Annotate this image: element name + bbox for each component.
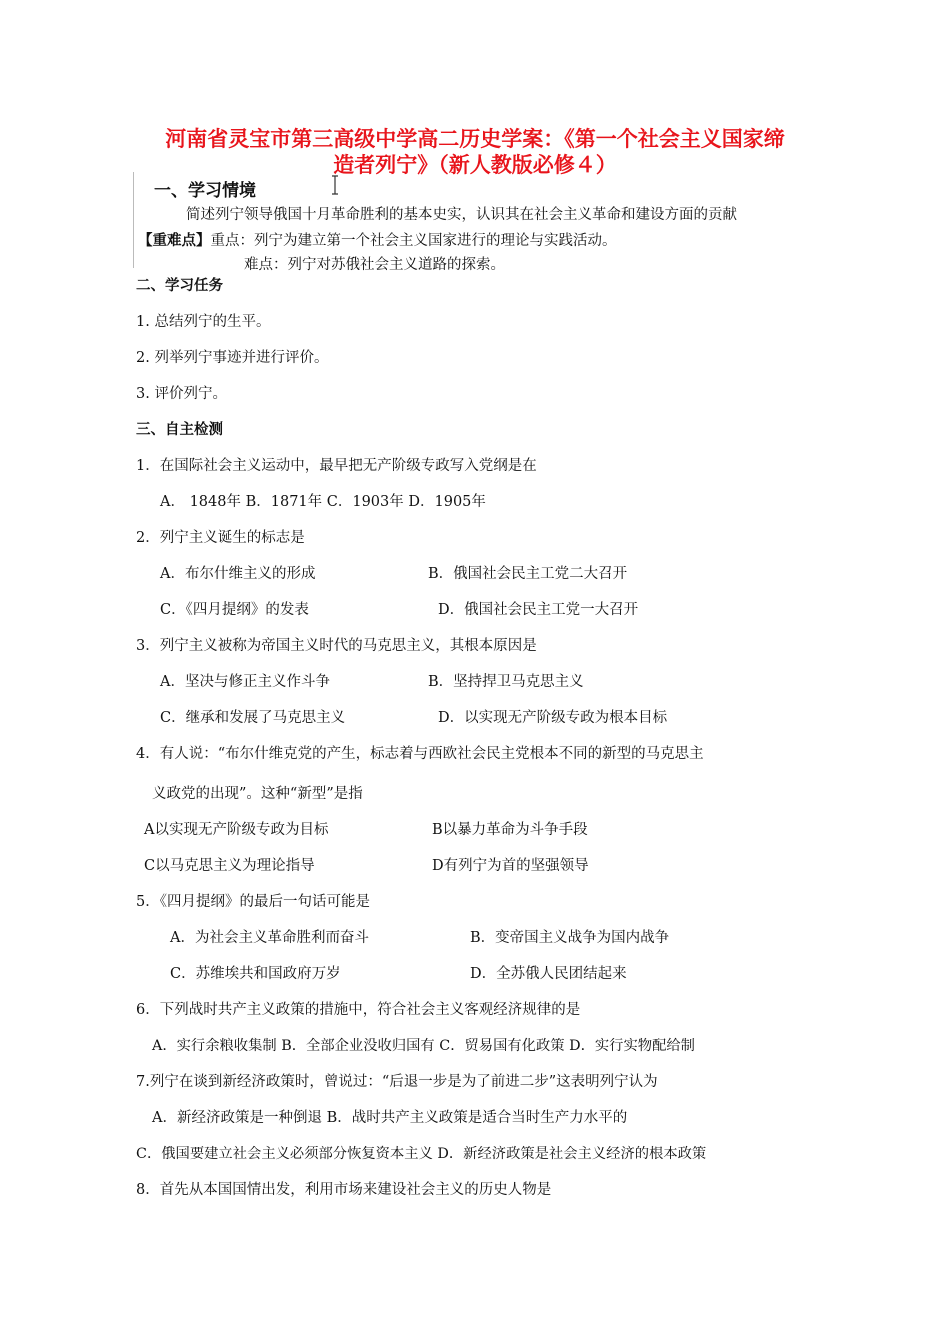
question-7-stem: 7.列宁在谈到新经济政策时，曾说过：“后退一步是为了前进二步”这表明列宁认为 bbox=[136, 1074, 658, 1090]
question-1-stem: 1．在国际社会主义运动中，最早把无产阶级专政写入党纲是在 bbox=[136, 458, 537, 474]
question-1-options: A． 1848年 B．1871年 C．1903年 D．1905年 bbox=[160, 494, 486, 510]
task-item: 2. 列举列宁事迹并进行评价。 bbox=[136, 350, 329, 366]
question-4-stem-line-1: 4．有人说：“布尔什维克党的产生，标志着与西欧社会民主党根本不同的新型的马克思主 bbox=[136, 746, 704, 762]
question-3-option-b: B．坚持捍卫马克思主义 bbox=[428, 674, 584, 690]
question-2-stem: 2．列宁主义诞生的标志是 bbox=[136, 530, 305, 546]
question-2-option-c: C．《四月提纲》的发表 bbox=[160, 602, 309, 618]
question-5-option-c: C．苏维埃共和国政府万岁 bbox=[170, 966, 341, 982]
question-3-stem: 3．列宁主义被称为帝国主义时代的马克思主义，其根本原因是 bbox=[136, 638, 537, 654]
situation-heading: 一、学习情境 bbox=[154, 181, 256, 201]
question-2-option-d: D．俄国社会民主工党一大召开 bbox=[438, 602, 639, 618]
question-3-option-a: A．坚决与修正主义作斗争 bbox=[160, 674, 330, 690]
check-heading: 三、自主检测 bbox=[136, 422, 223, 438]
question-5-option-d: D．全苏俄人民团结起来 bbox=[470, 966, 627, 982]
question-5-option-a: A．为社会主义革命胜利而奋斗 bbox=[170, 930, 369, 946]
question-2-option-a: A．布尔什维主义的形成 bbox=[160, 566, 316, 582]
key-point: 重点：列宁为建立第一个社会主义国家进行的理论与实践活动。 bbox=[210, 233, 617, 249]
title-line-2: 造者列宁》（新人教版必修４） bbox=[333, 153, 617, 177]
question-4-option-d: D有列宁为首的坚强领导 bbox=[432, 858, 589, 874]
difficult-point: 难点：列宁对苏俄社会主义道路的探索。 bbox=[244, 257, 505, 273]
question-3-option-d: D．以实现无产阶级专政为根本目标 bbox=[438, 710, 668, 726]
tasks-heading: 二、学习任务 bbox=[136, 278, 223, 294]
question-4-option-c: C以马克思主义为理论指导 bbox=[144, 858, 315, 874]
learning-situation-box bbox=[133, 172, 814, 273]
key-point-line bbox=[138, 229, 617, 250]
question-3-option-c: C．继承和发展了马克思主义 bbox=[160, 710, 346, 726]
task-item: 1. 总结列宁的生平。 bbox=[136, 314, 271, 330]
question-4-option-b: B以暴力革命为斗争手段 bbox=[432, 822, 588, 838]
question-5-stem: 5．《四月提纲》的最后一句话可能是 bbox=[136, 894, 370, 910]
question-6-options: A．实行余粮收集制 B．全部企业没收归国有 C．贸易国有化政策 D．实行实物配给制 bbox=[152, 1038, 695, 1054]
task-item: 3. 评价列宁。 bbox=[136, 386, 227, 402]
question-8-stem: 8．首先从本国国情出发，利用市场来建设社会主义的历史人物是 bbox=[136, 1182, 552, 1198]
question-7-options-cd: C．俄国要建立社会主义必须部分恢复资本主义 D．新经济政策是社会主义经济的根本政策 bbox=[136, 1146, 707, 1162]
question-7-options-ab: A．新经济政策是一种倒退 B．战时共产主义政策是适合当时生产力水平的 bbox=[152, 1110, 628, 1126]
title-line-1: 河南省灵宝市第三高级中学高二历史学案：《第一个社会主义国家缔 bbox=[165, 127, 785, 151]
situation-description: 简述列宁领导俄国十月革命胜利的基本史实，认识其在社会主义革命和建设方面的贡献 bbox=[186, 207, 737, 223]
question-4-stem-line-2: 义政党的出现”。这种“新型”是指 bbox=[152, 786, 363, 802]
question-5-option-b: B．变帝国主义战争为国内战争 bbox=[470, 930, 670, 946]
key-label: 【重难点】 bbox=[138, 233, 211, 249]
question-2-option-b: B．俄国社会民主工党二大召开 bbox=[428, 566, 628, 582]
text-cursor-icon bbox=[331, 175, 339, 195]
question-6-stem: 6．下列战时共产主义政策的措施中，符合社会主义客观经济规律的是 bbox=[136, 1002, 581, 1018]
question-4-option-a: A以实现无产阶级专政为目标 bbox=[144, 822, 329, 838]
